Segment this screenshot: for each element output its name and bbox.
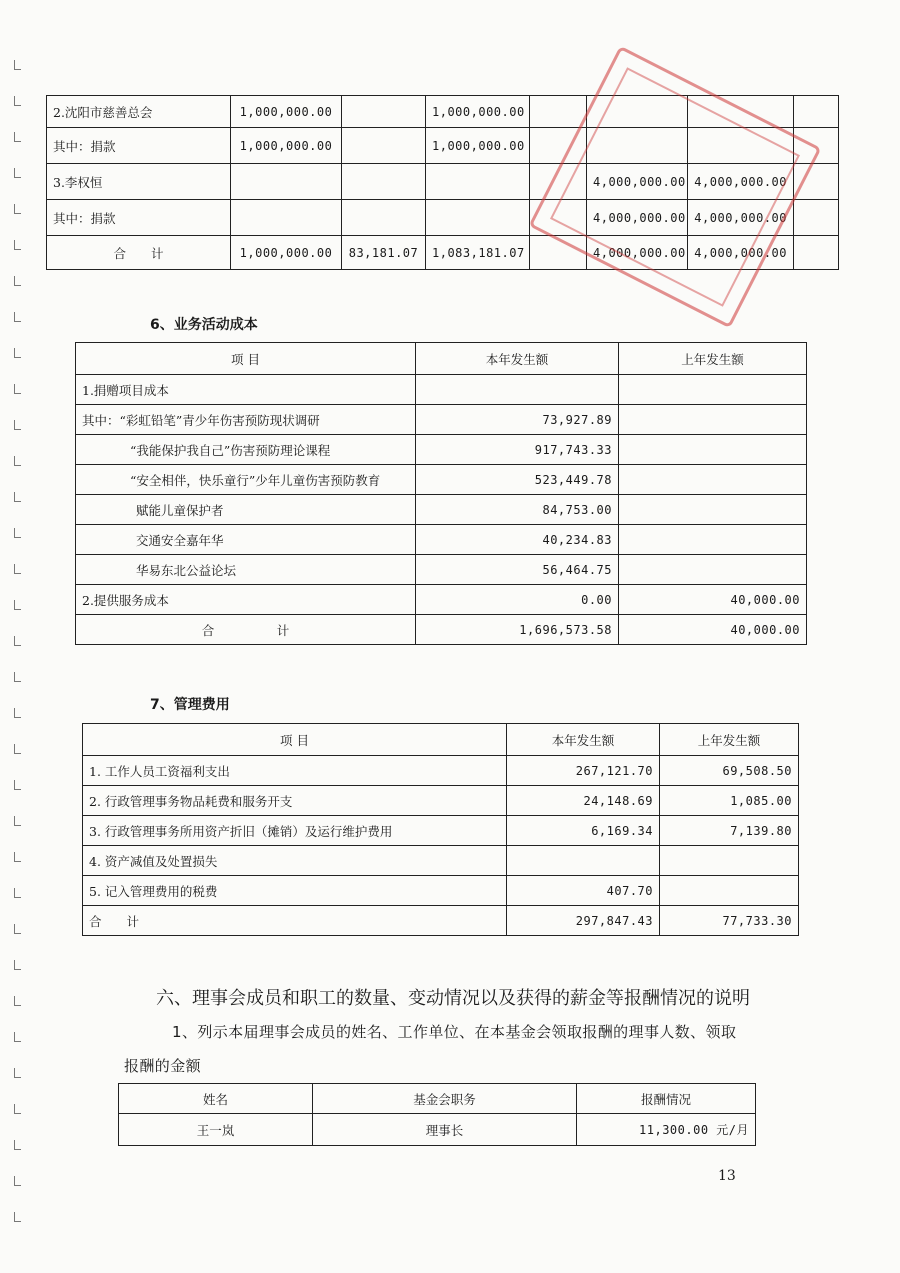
row-label: 2.沈阳市慈善总会 <box>47 96 231 128</box>
board-members-table <box>118 1083 756 1146</box>
row-label: 3.李权恒 <box>47 164 231 200</box>
table-row: 1.捐赠项目成本 <box>76 375 807 405</box>
table-row-total: 合 计 1,696,573.58 40,000.00 <box>76 615 807 645</box>
table-row: “我能保护我自己”伤害预防理论课程 917,743.33 <box>76 435 807 465</box>
row-label: 其中：捐款 <box>47 200 231 236</box>
table-row: 其中：“彩虹铅笔”青少年伤害预防现状调研 73,927.89 <box>76 405 807 435</box>
row-label: 合 计 <box>47 236 231 270</box>
chapter-title: 六、理事会成员和职工的数量、变动情况以及获得的薪金等报酬情况的说明 <box>156 988 750 1009</box>
paragraph-line: 1、列示本届理事会成员的姓名、工作单位、在本基金会领取报酬的理事人数、领取 <box>172 1023 737 1041</box>
table-row: 其中：捐款 1,000,000.00 1,000,000.00 <box>47 128 839 164</box>
table-row: 4. 资产减值及处置损失 <box>83 846 799 876</box>
column-header: 上年发生额 <box>660 724 799 756</box>
table-row: 5. 记入管理费用的税费 407.70 <box>83 876 799 906</box>
column-header: 上年发生额 <box>619 343 807 375</box>
column-header: 本年发生额 <box>416 343 619 375</box>
table-row-total: 合 计 297,847.43 77,733.30 <box>83 906 799 936</box>
column-header: 报酬情况 <box>577 1084 756 1114</box>
table-row: 3.李权恒 4,000,000.00 4,000,000.00 <box>47 164 839 200</box>
section-6-title: 6、业务活动成本 <box>150 317 258 333</box>
donation-income-table <box>46 95 839 270</box>
column-header: 基金会职务 <box>313 1084 577 1114</box>
column-header: 项 目 <box>83 724 507 756</box>
section-7-title: 7、管理费用 <box>150 697 230 713</box>
column-header: 本年发生额 <box>507 724 660 756</box>
admin-expense-table <box>82 723 799 936</box>
paragraph-line: 报酬的金额 <box>124 1057 202 1075</box>
table-row <box>119 1114 756 1146</box>
page-number: 13 <box>718 1168 736 1184</box>
table-row: 2.沈阳市慈善总会 1,000,000.00 1,000,000.00 <box>47 96 839 128</box>
member-name: 王一岚 <box>119 1114 313 1146</box>
table-row: 其中：捐款 4,000,000.00 4,000,000.00 <box>47 200 839 236</box>
row-label: 其中：捐款 <box>47 128 231 164</box>
table-row: 1. 工作人员工资福利支出 267,121.70 69,508.50 <box>83 756 799 786</box>
column-header: 姓名 <box>119 1084 313 1114</box>
table-row: 2.提供服务成本 0.00 40,000.00 <box>76 585 807 615</box>
business-cost-table <box>75 342 807 645</box>
member-pay: 11,300.00 元/月 <box>577 1114 756 1146</box>
table-row: 华易东北公益论坛 56,464.75 <box>76 555 807 585</box>
binding-marks <box>14 60 30 1248</box>
table-row: 赋能儿童保护者 84,753.00 <box>76 495 807 525</box>
table-row: “安全相伴，快乐童行”少年儿童伤害预防教育 523,449.78 <box>76 465 807 495</box>
table-row-total: 合 计 1,000,000.00 83,181.07 1,083,181.07 4,000,000.00 4,000,000.00 <box>47 236 839 270</box>
table-row: 交通安全嘉年华 40,234.83 <box>76 525 807 555</box>
table-row: 2. 行政管理事务物品耗费和服务开支 24,148.69 1,085.00 <box>83 786 799 816</box>
member-role: 理事长 <box>313 1114 577 1146</box>
table-row: 3. 行政管理事务所用资产折旧（摊销）及运行维护费用 6,169.34 7,139.80 <box>83 816 799 846</box>
column-header: 项 目 <box>76 343 416 375</box>
